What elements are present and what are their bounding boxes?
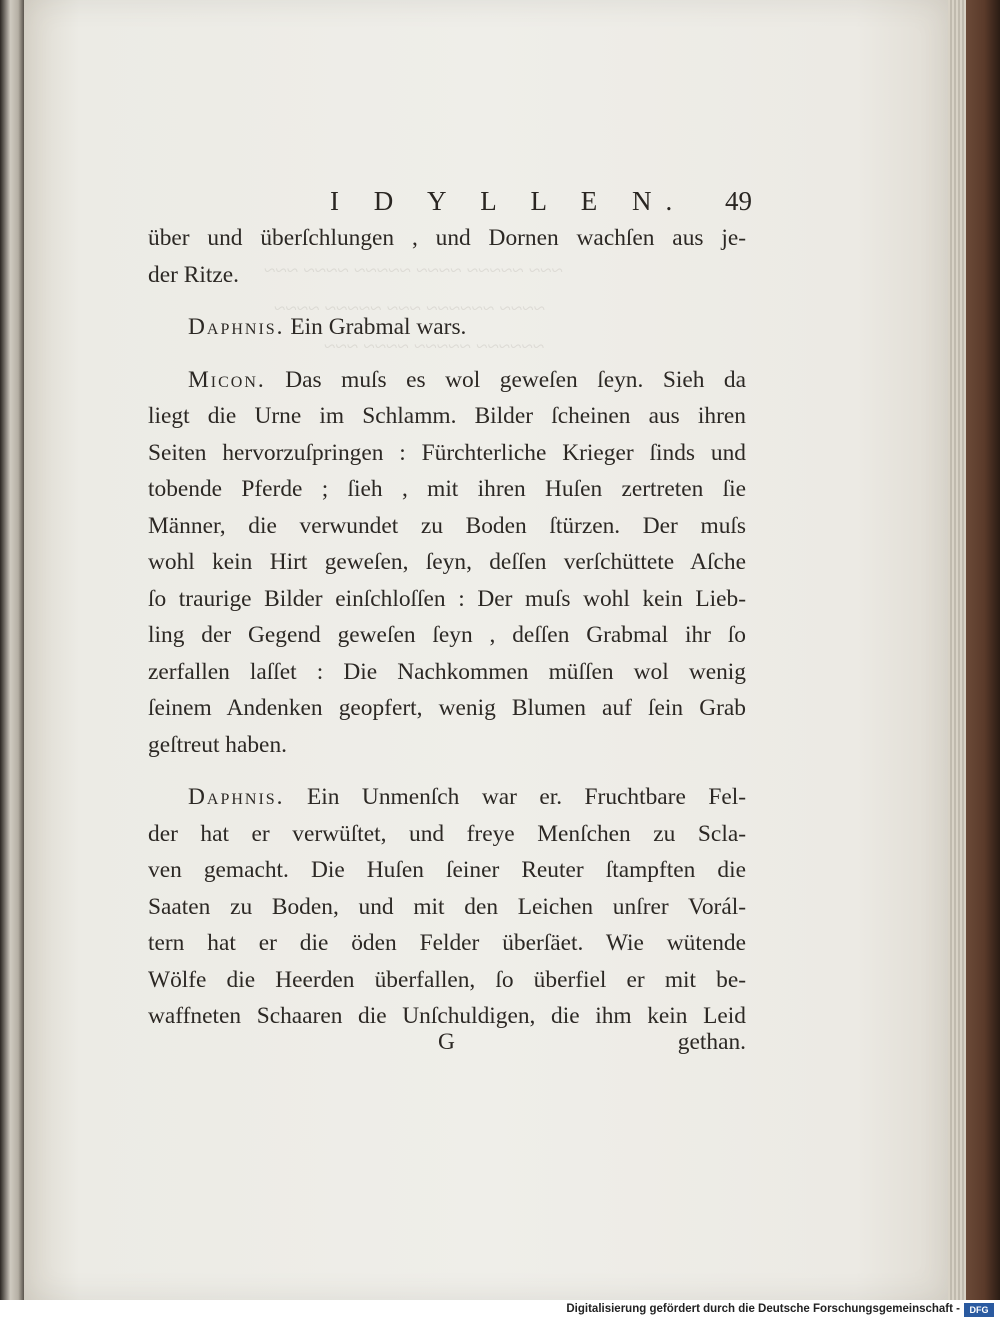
text-line: Daphnis. Ein Grabmal wars.: [188, 314, 467, 340]
dfg-logo: DFG: [964, 1303, 994, 1317]
text-line: wohl kein Hirt geweſen, ſeyn, deſſen verſchüttete Aſche: [148, 549, 746, 575]
left-book-edge: [0, 0, 26, 1300]
running-title: I D Y L L E N.: [330, 186, 687, 216]
body-text: [148, 220, 746, 1035]
credit-strip: [0, 1300, 1000, 1320]
text-line: Micon. Das muſs es wol geweſen ſeyn. Sieh da: [188, 366, 746, 393]
text-line: liegt die Urne im Schlamm. Bilder ſcheinen aus ihren: [148, 403, 746, 429]
running-header: [140, 186, 752, 220]
text-line: ling der Gegend geweſen ſeyn , deſſen Grabmal ihr ſo: [148, 622, 746, 648]
text-line: der hat er verwüſtet, und freye Menſchen zu Scla-: [148, 820, 746, 847]
bleed-through-text: ~~~ ~~~~~ ~~~~ ~~~~~ ~~~~ ~~~: [264, 258, 563, 282]
speaker-name: Micon.: [188, 366, 266, 393]
text-line: über und überſchlungen , und Dornen wachſen aus je-: [148, 225, 746, 251]
credit-text: Digitalisierung gefördert durch die Deutsche Forschungsgemeinschaft -: [566, 1303, 960, 1315]
text-line: ſo traurige Bilder einſchloſſen : Der muſs wohl kein Lieb-: [148, 585, 746, 612]
text-line: zerfallen laſſet : Die Nachkommen müſſen wol wenig: [148, 658, 746, 685]
text-line: Seiten hervorzuſpringen : Fürchterliche Krieger ſinds und: [148, 439, 746, 466]
bleed-through-text: ~~~~~~ ~~~~~ ~~~~ ~~~: [324, 334, 545, 358]
signature-mark: G: [438, 1029, 455, 1055]
text-line: der Ritze.: [148, 261, 239, 288]
text-line: Männer, die verwundet zu Boden ſtürzen. Der muſs: [148, 512, 746, 539]
catchword: gethan.: [677, 1029, 746, 1055]
speaker-name: Daphnis.: [188, 314, 285, 340]
text-line: geſtreut haben.: [148, 731, 287, 758]
bleed-through-text: ~~~~ ~~~~~~ ~~~ ~~~~~ ~~~~: [274, 296, 545, 320]
text-line: Wölfe die Heerden überfallen, ſo überfiel er mit be-: [148, 966, 746, 993]
text-line: ſeinem Andenken geopfert, wenig Blumen auf ſein Grab: [148, 695, 746, 721]
text-line: waffneten Schaaren die Unſchuldigen, die ihm kein Leid: [148, 1003, 746, 1029]
text-line: tern hat er die öden Felder überſäet. Wie wütende: [148, 930, 746, 956]
page-number: 49: [725, 186, 752, 216]
speaker-name: Daphnis.: [188, 784, 285, 810]
text-line: ven gemacht. Die Huſen ſeiner Reuter ſtampften die: [148, 857, 746, 883]
text-line: Daphnis. Ein Unmenſch war er. Fruchtbare Fel-: [188, 784, 746, 810]
text-line: Saaten zu Boden, und mit den Leichen unſrer Vorál-: [148, 893, 746, 920]
page-footer: [148, 1024, 746, 1060]
text-line: tobende Pferde ; ſieh , mit ihren Huſen zertreten ſie: [148, 476, 746, 502]
